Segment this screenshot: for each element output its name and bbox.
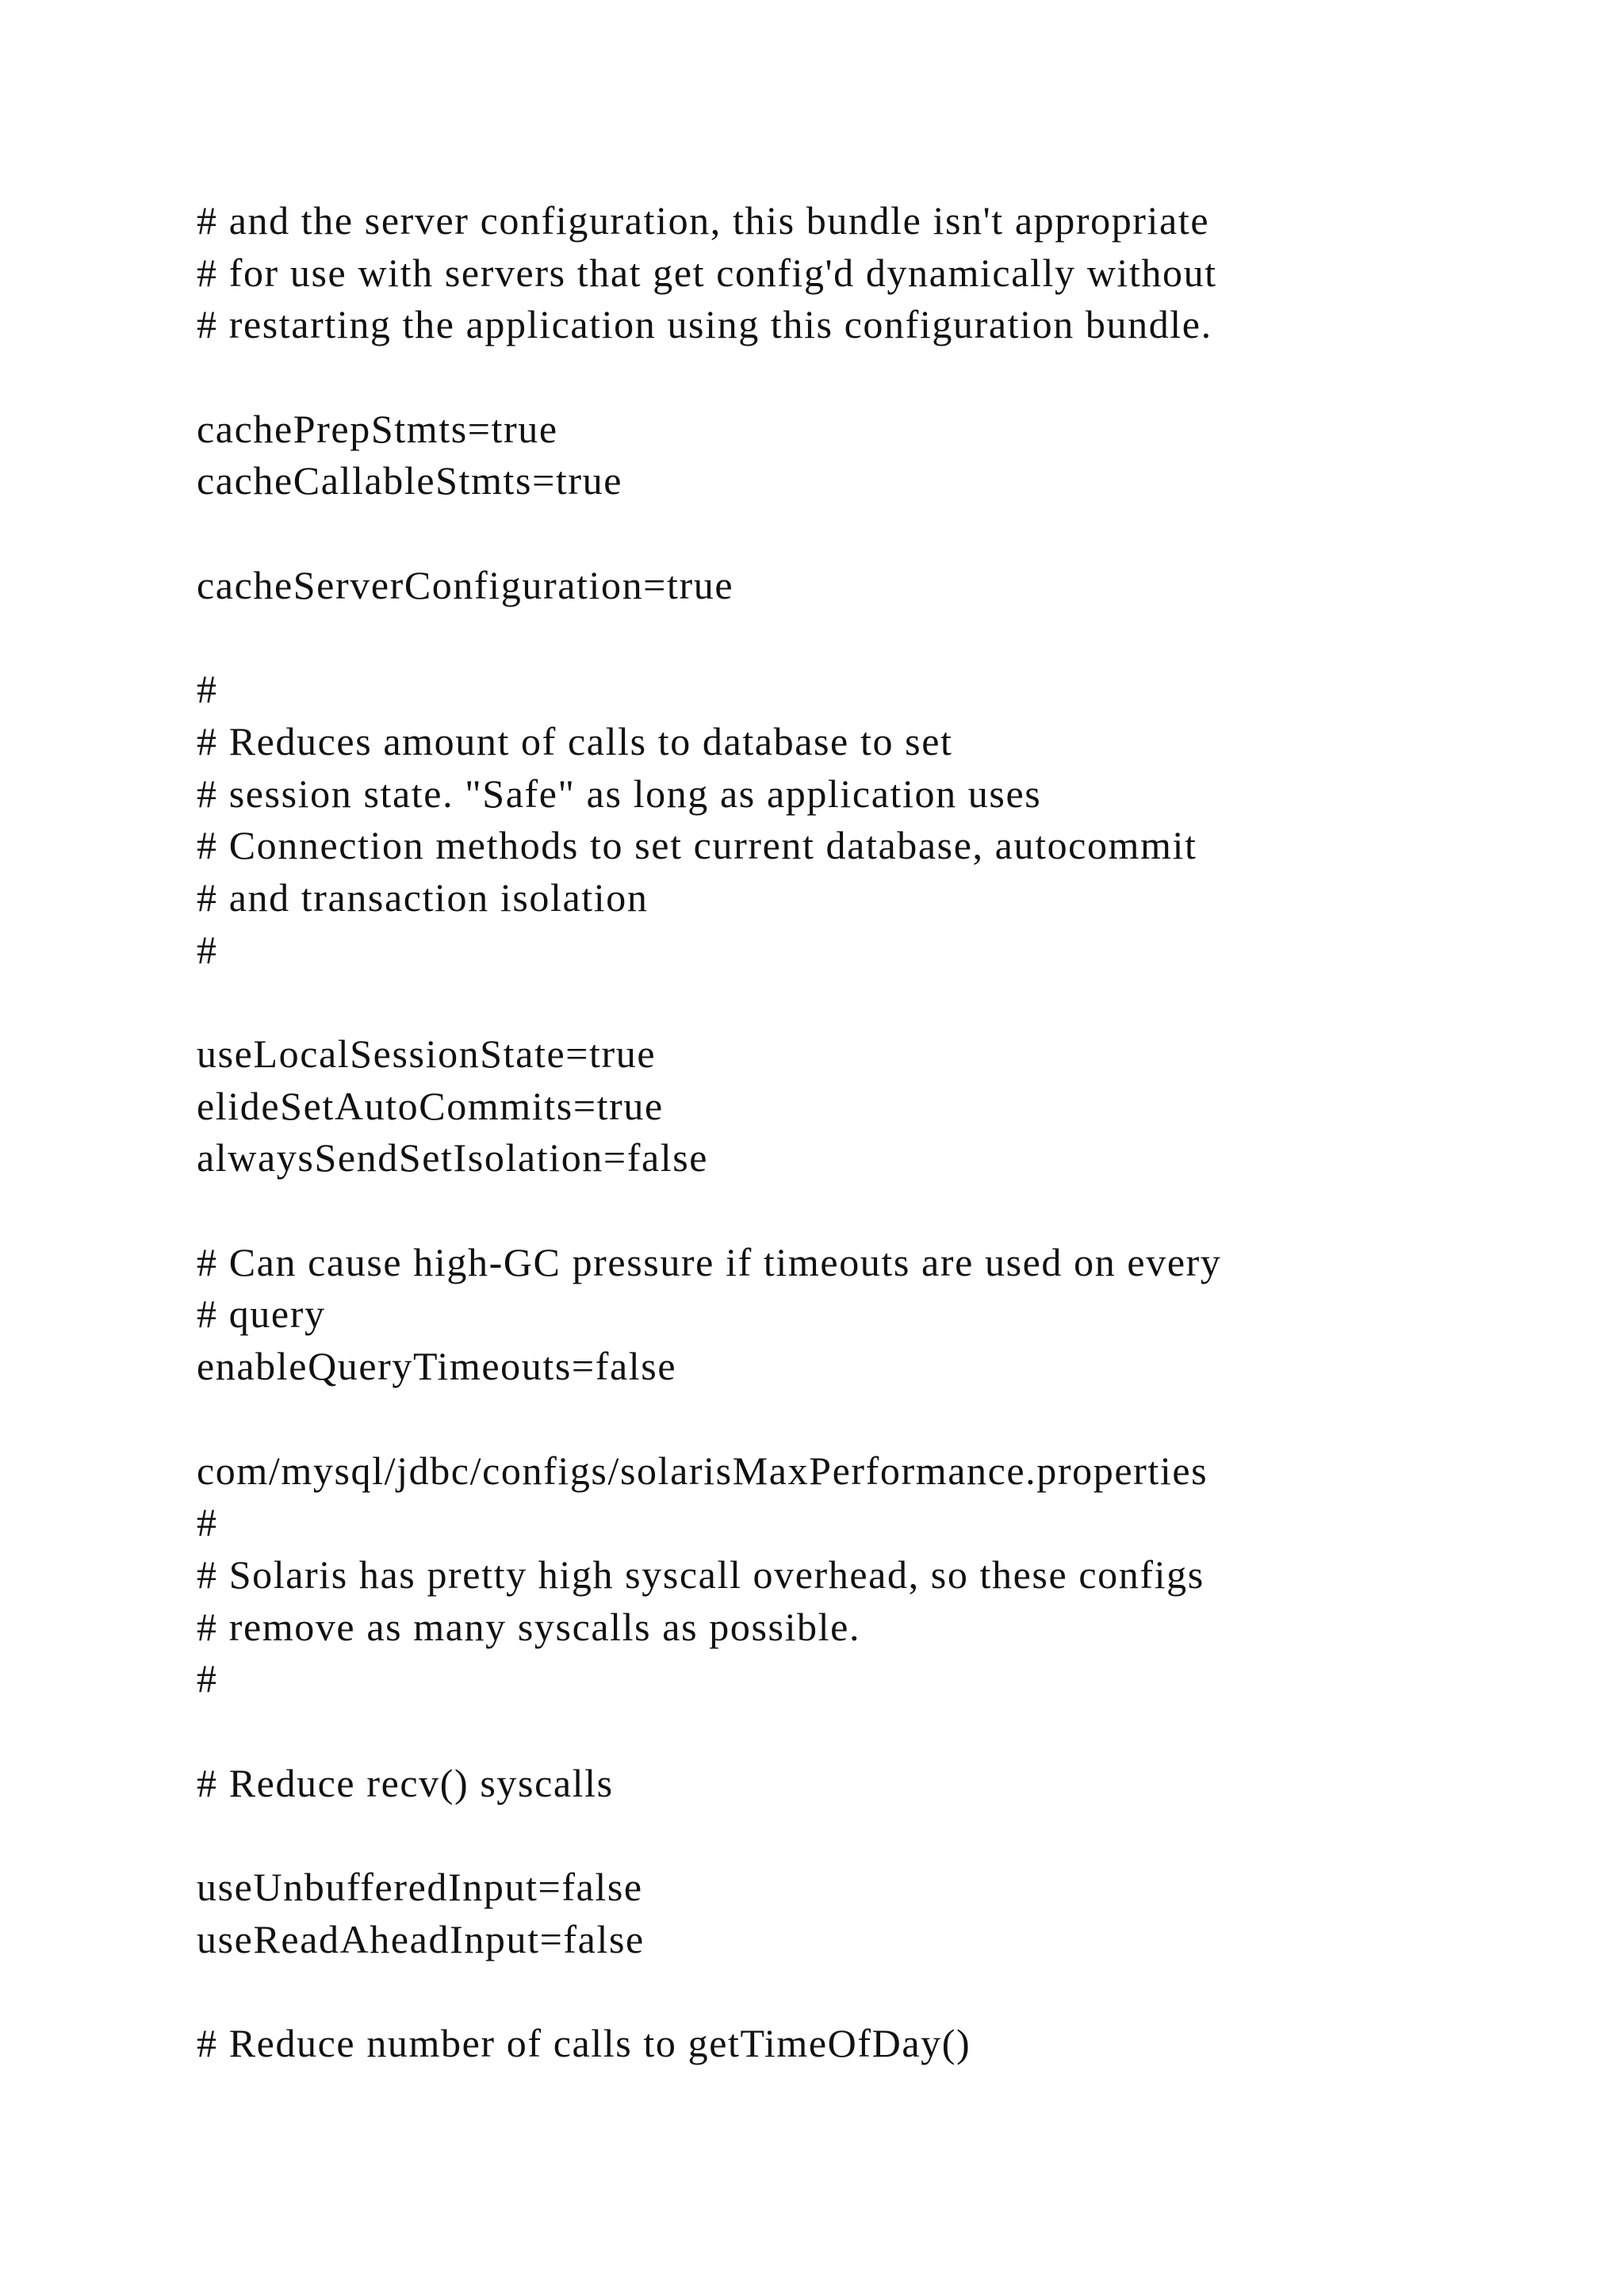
blank-line <box>197 976 1561 1028</box>
document-line: # and transaction isolation <box>197 874 649 920</box>
document-line: # Solaris has pretty high syscall overhead, so these configs <box>197 1552 1205 1597</box>
blank-line <box>197 612 1561 664</box>
document-line: alwaysSendSetIsolation=false <box>197 1135 709 1181</box>
document-line: # remove as many syscalls as possible. <box>197 1604 861 1649</box>
document-line: cacheServerConfiguration=true <box>197 562 734 607</box>
document-line: # <box>197 1500 218 1545</box>
document-line: # query <box>197 1292 326 1337</box>
blank-line <box>197 1965 1561 2018</box>
document-line: # session state. "Safe" as long as application uses <box>197 771 1042 816</box>
document-line: # Reduce recv() syscalls <box>197 1760 614 1805</box>
document-body <box>197 195 1561 2070</box>
document-line: cachePrepStmts=true <box>197 406 558 451</box>
blank-line <box>197 1184 1561 1237</box>
document-line: # restarting the application using this configuration bundle. <box>197 302 1212 347</box>
document-line: # <box>197 927 218 972</box>
document-line: useLocalSessionState=true <box>197 1031 657 1076</box>
document-line: useUnbufferedInput=false <box>197 1865 643 1909</box>
blank-line <box>197 1705 1561 1758</box>
document-line: # <box>197 1656 218 1701</box>
blank-line <box>197 1809 1561 1862</box>
document-line: useReadAheadInput=false <box>197 1916 645 1961</box>
document-line: # Reduces amount of calls to database to set <box>197 718 953 763</box>
blank-line <box>197 351 1561 404</box>
document-line: # Connection methods to set current database, autocommit <box>197 823 1197 868</box>
document-line: cacheCallableStmts=true <box>197 458 623 503</box>
document-line: enableQueryTimeouts=false <box>197 1344 677 1389</box>
document-line: # Can cause high-GC pressure if timeouts are used on every <box>197 1239 1222 1284</box>
document-line: elideSetAutoCommits=true <box>197 1083 664 1128</box>
document-line: # Reduce number of calls to getTimeOfDay() <box>197 2021 971 2066</box>
document-line: # and the server configuration, this bundle isn't appropriate <box>197 198 1210 243</box>
document-line: # <box>197 667 218 712</box>
blank-line <box>197 1393 1561 1445</box>
blank-line <box>197 507 1561 560</box>
document-line: # for use with servers that get config'd dynamically without <box>197 250 1217 295</box>
document-line: com/mysql/jdbc/configs/solarisMaxPerformance.properties <box>197 1448 1208 1493</box>
